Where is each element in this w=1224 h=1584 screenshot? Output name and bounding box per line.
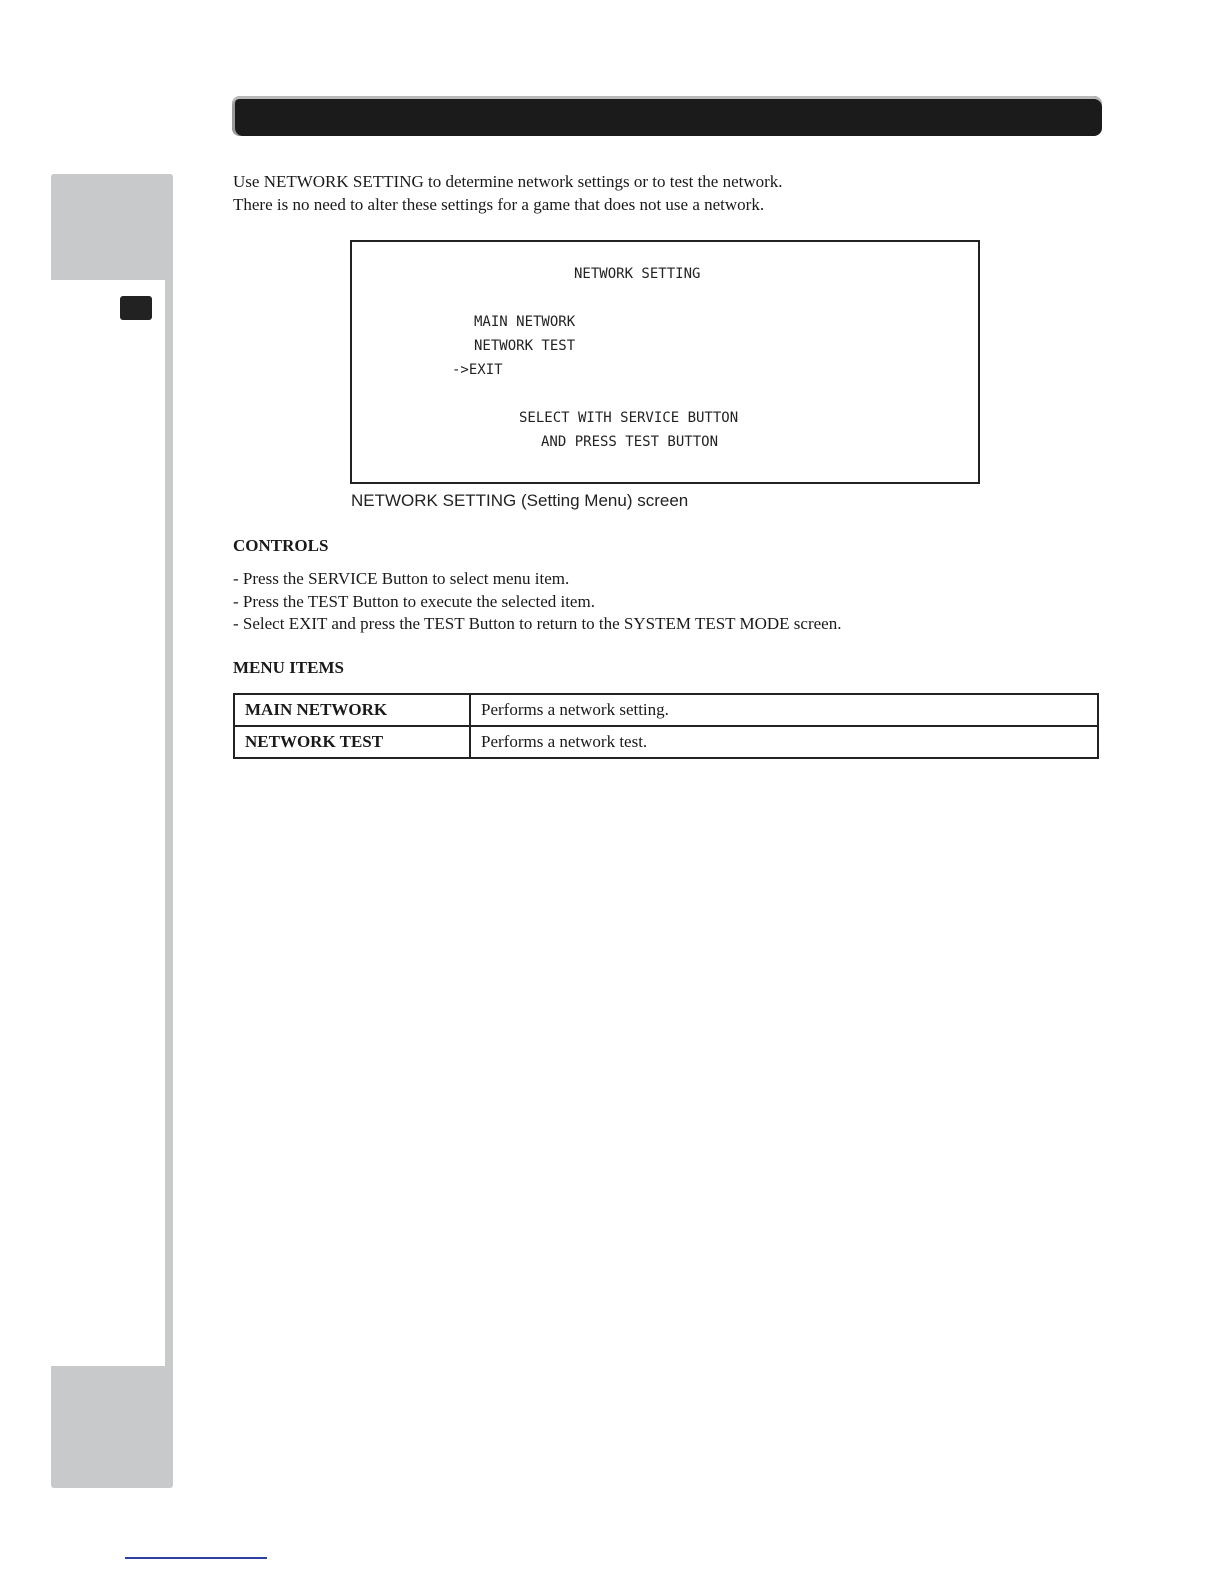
screen-instruction: AND PRESS TEST BUTTON [541, 434, 719, 450]
table-cell-name: MAIN NETWORK [234, 694, 470, 726]
network-setting-screen [350, 240, 980, 484]
menu-item-network-test: NETWORK TEST [474, 338, 576, 354]
controls-heading: CONTROLS [233, 536, 329, 555]
side-tab-block-top [51, 174, 173, 280]
table-cell-name: NETWORK TEST [234, 726, 470, 758]
menu-items-heading: MENU ITEMS [233, 658, 344, 677]
footer-rule [125, 1557, 267, 1559]
menu-item-exit-selected: ->EXIT [452, 362, 503, 378]
intro-text [233, 170, 783, 216]
controls-list [233, 568, 841, 636]
menu-items-table [233, 693, 1099, 759]
table-row [234, 694, 1098, 726]
section-header-bar [232, 96, 1102, 136]
list-item: - Press the SERVICE Button to select menu item. [233, 569, 570, 588]
table-cell-description: Performs a network test. [470, 726, 1098, 758]
screen-title: NETWORK SETTING [574, 266, 701, 282]
screen-instruction: SELECT WITH SERVICE BUTTON [519, 410, 739, 426]
side-tab-block-bottom [51, 1366, 173, 1488]
intro-line: Use NETWORK SETTING to determine network settings or to test the network. [233, 172, 783, 191]
intro-line: There is no need to alter these settings for a game that does not use a network. [233, 195, 765, 214]
menu-item-main-network: MAIN NETWORK [474, 314, 576, 330]
screen-caption: NETWORK SETTING (Setting Menu) screen [351, 491, 689, 510]
list-item: - Press the TEST Button to execute the selected item. [233, 591, 595, 611]
side-tab-strip [165, 280, 173, 1366]
list-item: - Select EXIT and press the TEST Button to return to the SYSTEM TEST MODE screen. [233, 614, 842, 633]
chapter-tab-marker [120, 296, 152, 320]
table-cell-description: Performs a network setting. [470, 694, 1098, 726]
table-row [234, 726, 1098, 758]
